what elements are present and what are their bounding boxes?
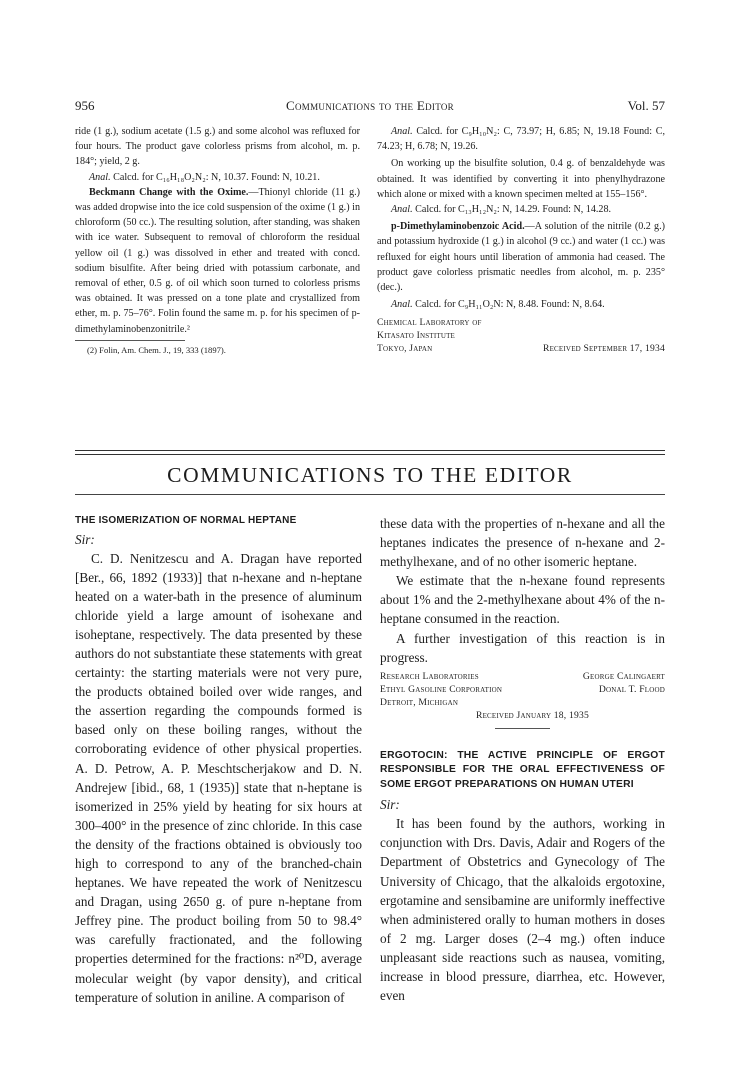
received-line	[380, 709, 665, 722]
paragraph: On working up the bisulfite solution, 0.4 g. of benzaldehyde was obtained. It was identified by converting it into phenylhydrazone which alone or mixed with a known specimen melted at 155–156°.	[377, 158, 665, 200]
running-head	[75, 98, 665, 116]
paragraph	[75, 185, 360, 337]
run-in-heading: p-Dimethylaminobenzoic Acid.	[391, 221, 525, 233]
prev-article-right-column	[377, 124, 665, 355]
anal-label: Anal.	[391, 204, 413, 216]
page-number: 956	[75, 98, 95, 113]
analysis-paragraph	[377, 202, 665, 217]
paragraph: It has been found by the authors, working in conjunction with Drs. Davis, Adair and Rogers of the Department of Obstetrics and Gynecology of The University of Chicago, that the alkaloids ergotoxine, ergotamine and sensibamine are uniformly ineffective when administered orally to human mothers in doses of 2 mg. Larger doses (2–4 mg.) often induce unpleasant side reactions such as nausea, vomiting, increase in blood pressure, diarrhea, etc. However, even	[380, 816, 665, 1004]
article-1-column	[75, 514, 362, 1007]
section-double-rule	[75, 450, 665, 455]
article-end-rule	[495, 728, 550, 729]
paragraph-text: —A solution of the nitrile (0.2 g.) and potassium hydroxide (1 g.) in alcohol (9 cc.) and water (1 cc.) was refluxed for eight hours until liberation of ammonia had ceased. The product gave colorless prismatic needles from alcohol, m. p. 235° (dec.).	[377, 221, 665, 294]
section-title: COMMUNICATIONS TO THE EDITOR	[167, 463, 573, 487]
section-rule	[75, 494, 665, 495]
salutation: Sir:	[380, 797, 400, 813]
lab-line	[377, 342, 665, 355]
running-title: Communications to the Editor	[286, 98, 454, 113]
prev-article-left-column	[75, 124, 360, 356]
paragraph-continued: these data with the properties of n-hexane and all the heptanes indicates the presence of n-hexane and 2-methylhexane, and of no other isomeric heptane.	[380, 516, 665, 570]
paragraph: We estimate that the n-hexane found represents about 1% and the 2-methylhexane about 4% of the n-heptane consumed in the reaction.	[380, 573, 665, 627]
lab-affiliation	[377, 316, 665, 355]
anal-text: Calcd. for C₁₃H₁₂N₂: N, 14.29. Found: N, 14.28.	[412, 204, 612, 216]
paragraph-text: —Thionyl chloride (11 g.) was added dropwise into the ice cold suspension of the oxime (1 g.) in chloroform (50 cc.). The resulting solution, after standing, was shaken with ice water. Subsequent to removal of chloroform the residual yellow oil (1 g.) was dissolved in ether and treated with concd. sodium bisulfite. After being dried with potassium carbonate, and removal of ether, 0.5 g. of oil which soon turned to colorless prisms was obtained. It was pressed on a tone plate and crystallized from ether, m. p. 75–76°. Folin found the same m. p. for his specimen of p-dimethylaminobenzonitrile.²	[75, 186, 360, 335]
signature-line	[380, 683, 665, 696]
lab-line	[377, 329, 665, 342]
anal-label: Anal.	[391, 126, 413, 137]
analysis-paragraph	[377, 297, 665, 312]
article-title: THE ISOMERIZATION OF NORMAL HEPTANE	[75, 515, 297, 526]
lab-line-text: Kitasato Institute	[377, 330, 456, 342]
affiliation-line: Ethyl Gasoline Corporation	[380, 683, 503, 695]
paragraph	[377, 219, 665, 295]
footnote-rule	[75, 340, 185, 341]
salutation: Sir:	[75, 531, 95, 547]
anal-text: Calcd. for C₉H₁₀N₂: C, 73.97; H, 6.85; N, 19.18 Found: C, 74.23; H, 6.78; N, 19.26.	[377, 126, 665, 153]
paragraph: C. D. Nenitzescu and A. Dragan have reported [Ber., 66, 1892 (1933)] that n-hexane and n-heptane heated on a water-bath in the presence of aluminum chloride yield a large amount of isohexane and isoheptane, respectively. The data presented by these authors do not substantiate these statements with great certainty: the starting materials were not very pure, the products obtained boiled over wide ranges, and the assertion regarding the compounds formed is based only on these boiling ranges, without the corroborating evidence of other physical properties. A. D. Petrow, A. P. Meschtscherjakow and D. N. Andrejew [ibid., 68, 1 (1935)] state that n-heptane is isomerized in 25% yield by heating for six hours at 300–400° in the presence of zinc chloride. In this case the density of the fractions obtained is obviously too high to correspond to any of the branched-chain heptanes. We have repeated the work of Nenitzescu and Dragan, using 2650 g. of pure n-heptane from Jeffrey pine. The product boiling from 50 to 98.4° was carefully fractionated, and the following properties determined for the fractions: n²⁰D, average molecular weight (by vapor density), and critical temperature of solution in aniline. A comparison of	[75, 550, 362, 1005]
volume-number: Vol. 57	[627, 98, 665, 113]
signature-line	[380, 696, 665, 709]
signature-block	[380, 670, 665, 729]
anal-label: Anal.	[391, 299, 413, 311]
received-date: Received January 18, 1935	[475, 709, 589, 721]
analysis-paragraph	[75, 170, 360, 185]
article-title: ERGOTOCIN: THE ACTIVE PRINCIPLE OF ERGOT RESPONSIBLE FOR THE ORAL EFFECTIVENESS OF SOME ERGOT PREPARATIONS ON HUMAN UTERI	[380, 749, 665, 790]
run-in-heading: Beckmann Change with the Oxime.	[89, 186, 249, 198]
affiliation-line: Research Laboratories	[380, 670, 479, 682]
received-date: Received September 17, 1934	[542, 343, 665, 355]
lab-line	[377, 316, 665, 329]
signature-line	[380, 670, 665, 683]
anal-text: Calcd. for C₉H₁₁O₂N: N, 8.48. Found: N, 8.64.	[412, 299, 605, 311]
analysis-paragraph	[377, 124, 665, 154]
right-column	[380, 514, 665, 1005]
anal-label: Anal.	[89, 171, 111, 183]
lab-line-text: Tokyo, Japan	[377, 343, 433, 355]
author-name: Donal T. Flood	[598, 683, 665, 695]
footnote: (2) Folin, Am. Chem. J., 19, 333 (1897).	[87, 344, 226, 355]
paragraph: ride (1 g.), sodium acetate (1.5 g.) and some alcohol was refluxed for four hours. The product gave colorless prisms from alcohol, m. p. 184°; yield, 2 g.	[75, 126, 360, 168]
author-name: George Calingaert	[582, 670, 665, 682]
paragraph: A further investigation of this reaction is in progress.	[380, 630, 665, 665]
affiliation-line: Detroit, Michigan	[380, 696, 459, 708]
anal-text: Calcd. for C₁₆H₁₈O₂N₂: N, 10.37. Found: N, 10.21.	[110, 171, 320, 183]
lab-line-text: Chemical Laboratory of	[377, 317, 482, 329]
